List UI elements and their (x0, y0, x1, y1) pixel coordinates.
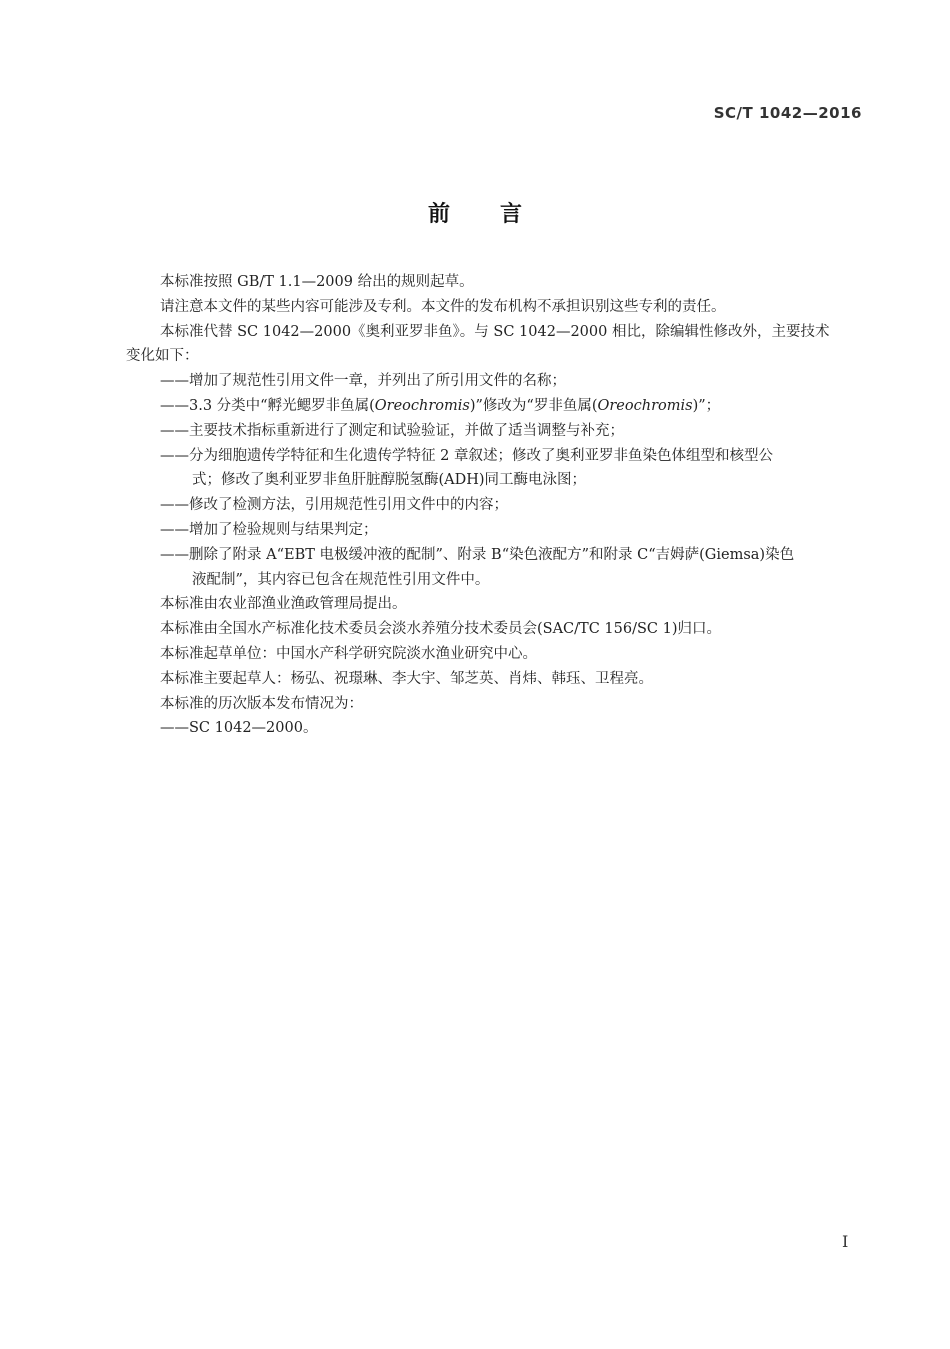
paragraph-replacement: 本标准代替 SC 1042—2000《奥利亚罗非鱼》。与 SC 1042—2000 相比，除编辑性修改外，主要技术 (160, 323, 830, 340)
foreword-body (126, 270, 866, 741)
history-item: ——SC 1042—2000。 (160, 720, 318, 737)
change-item-7-cont: 液配制”，其内容已包含在规范性引用文件中。 (192, 571, 490, 588)
change-item-5: ——修改了检测方法，引用规范性引用文件中的内容； (160, 497, 508, 514)
paragraph-proposer: 本标准由农业部渔业渔政管理局提出。 (160, 596, 407, 613)
paragraph-drafting-rules: 本标准按照 GB/T 1.1—2009 给出的规则起草。 (160, 274, 474, 290)
paragraph-committee: 本标准由全国水产标准化技术委员会淡水养殖分技术委员会(SAC/TC 156/SC 1)归口。 (160, 621, 721, 638)
standard-code-header: SC/T 1042—2016 (713, 104, 862, 122)
change-item-2: ——3.3 分类中“孵光鳃罗非鱼属(Oreochromis)”修改为“罗非鱼属(Oreochromis)”； (160, 397, 721, 414)
page-number: I (842, 1232, 849, 1251)
change-item-6: ——增加了检验规则与结果判定； (160, 521, 378, 538)
change-item-4: ——分为细胞遗传学特征和生化遗传学特征 2 章叙述；修改了奥利亚罗非鱼染色体组型和核型公 (160, 447, 773, 464)
paragraph-replacement-cont: 变化如下： (126, 348, 199, 365)
title-char-2: 言 (500, 202, 523, 227)
paragraph-history: 本标准的历次版本发布情况为： (160, 695, 363, 712)
paragraph-patent-notice: 请注意本文件的某些内容可能涉及专利。本文件的发布机构不承担识别这些专利的责任。 (160, 298, 726, 315)
page-title (0, 197, 950, 228)
change-item-1: ——增加了规范性引用文件一章，并列出了所引用文件的名称； (160, 373, 566, 390)
title-char-1: 前 (427, 202, 450, 227)
change-item-3: ——主要技术指标重新进行了测定和试验验证，并做了适当调整与补充； (160, 422, 624, 439)
paragraph-drafting-unit: 本标准起草单位：中国水产科学研究院淡水渔业研究中心。 (160, 645, 537, 662)
change-item-4-cont: 式；修改了奥利亚罗非鱼肝脏醇脱氢酶(ADH)同工酶电泳图； (192, 472, 587, 489)
paragraph-drafters: 本标准主要起草人：杨弘、祝璟琳、李大宇、邹芝英、肖炜、韩珏、卫程亮。 (160, 670, 653, 687)
change-item-7: ——删除了附录 A“EBT 电极缓冲液的配制”、附录 B“染色液配方”和附录 C“吉姆萨(Giemsa)染色 (160, 546, 795, 563)
